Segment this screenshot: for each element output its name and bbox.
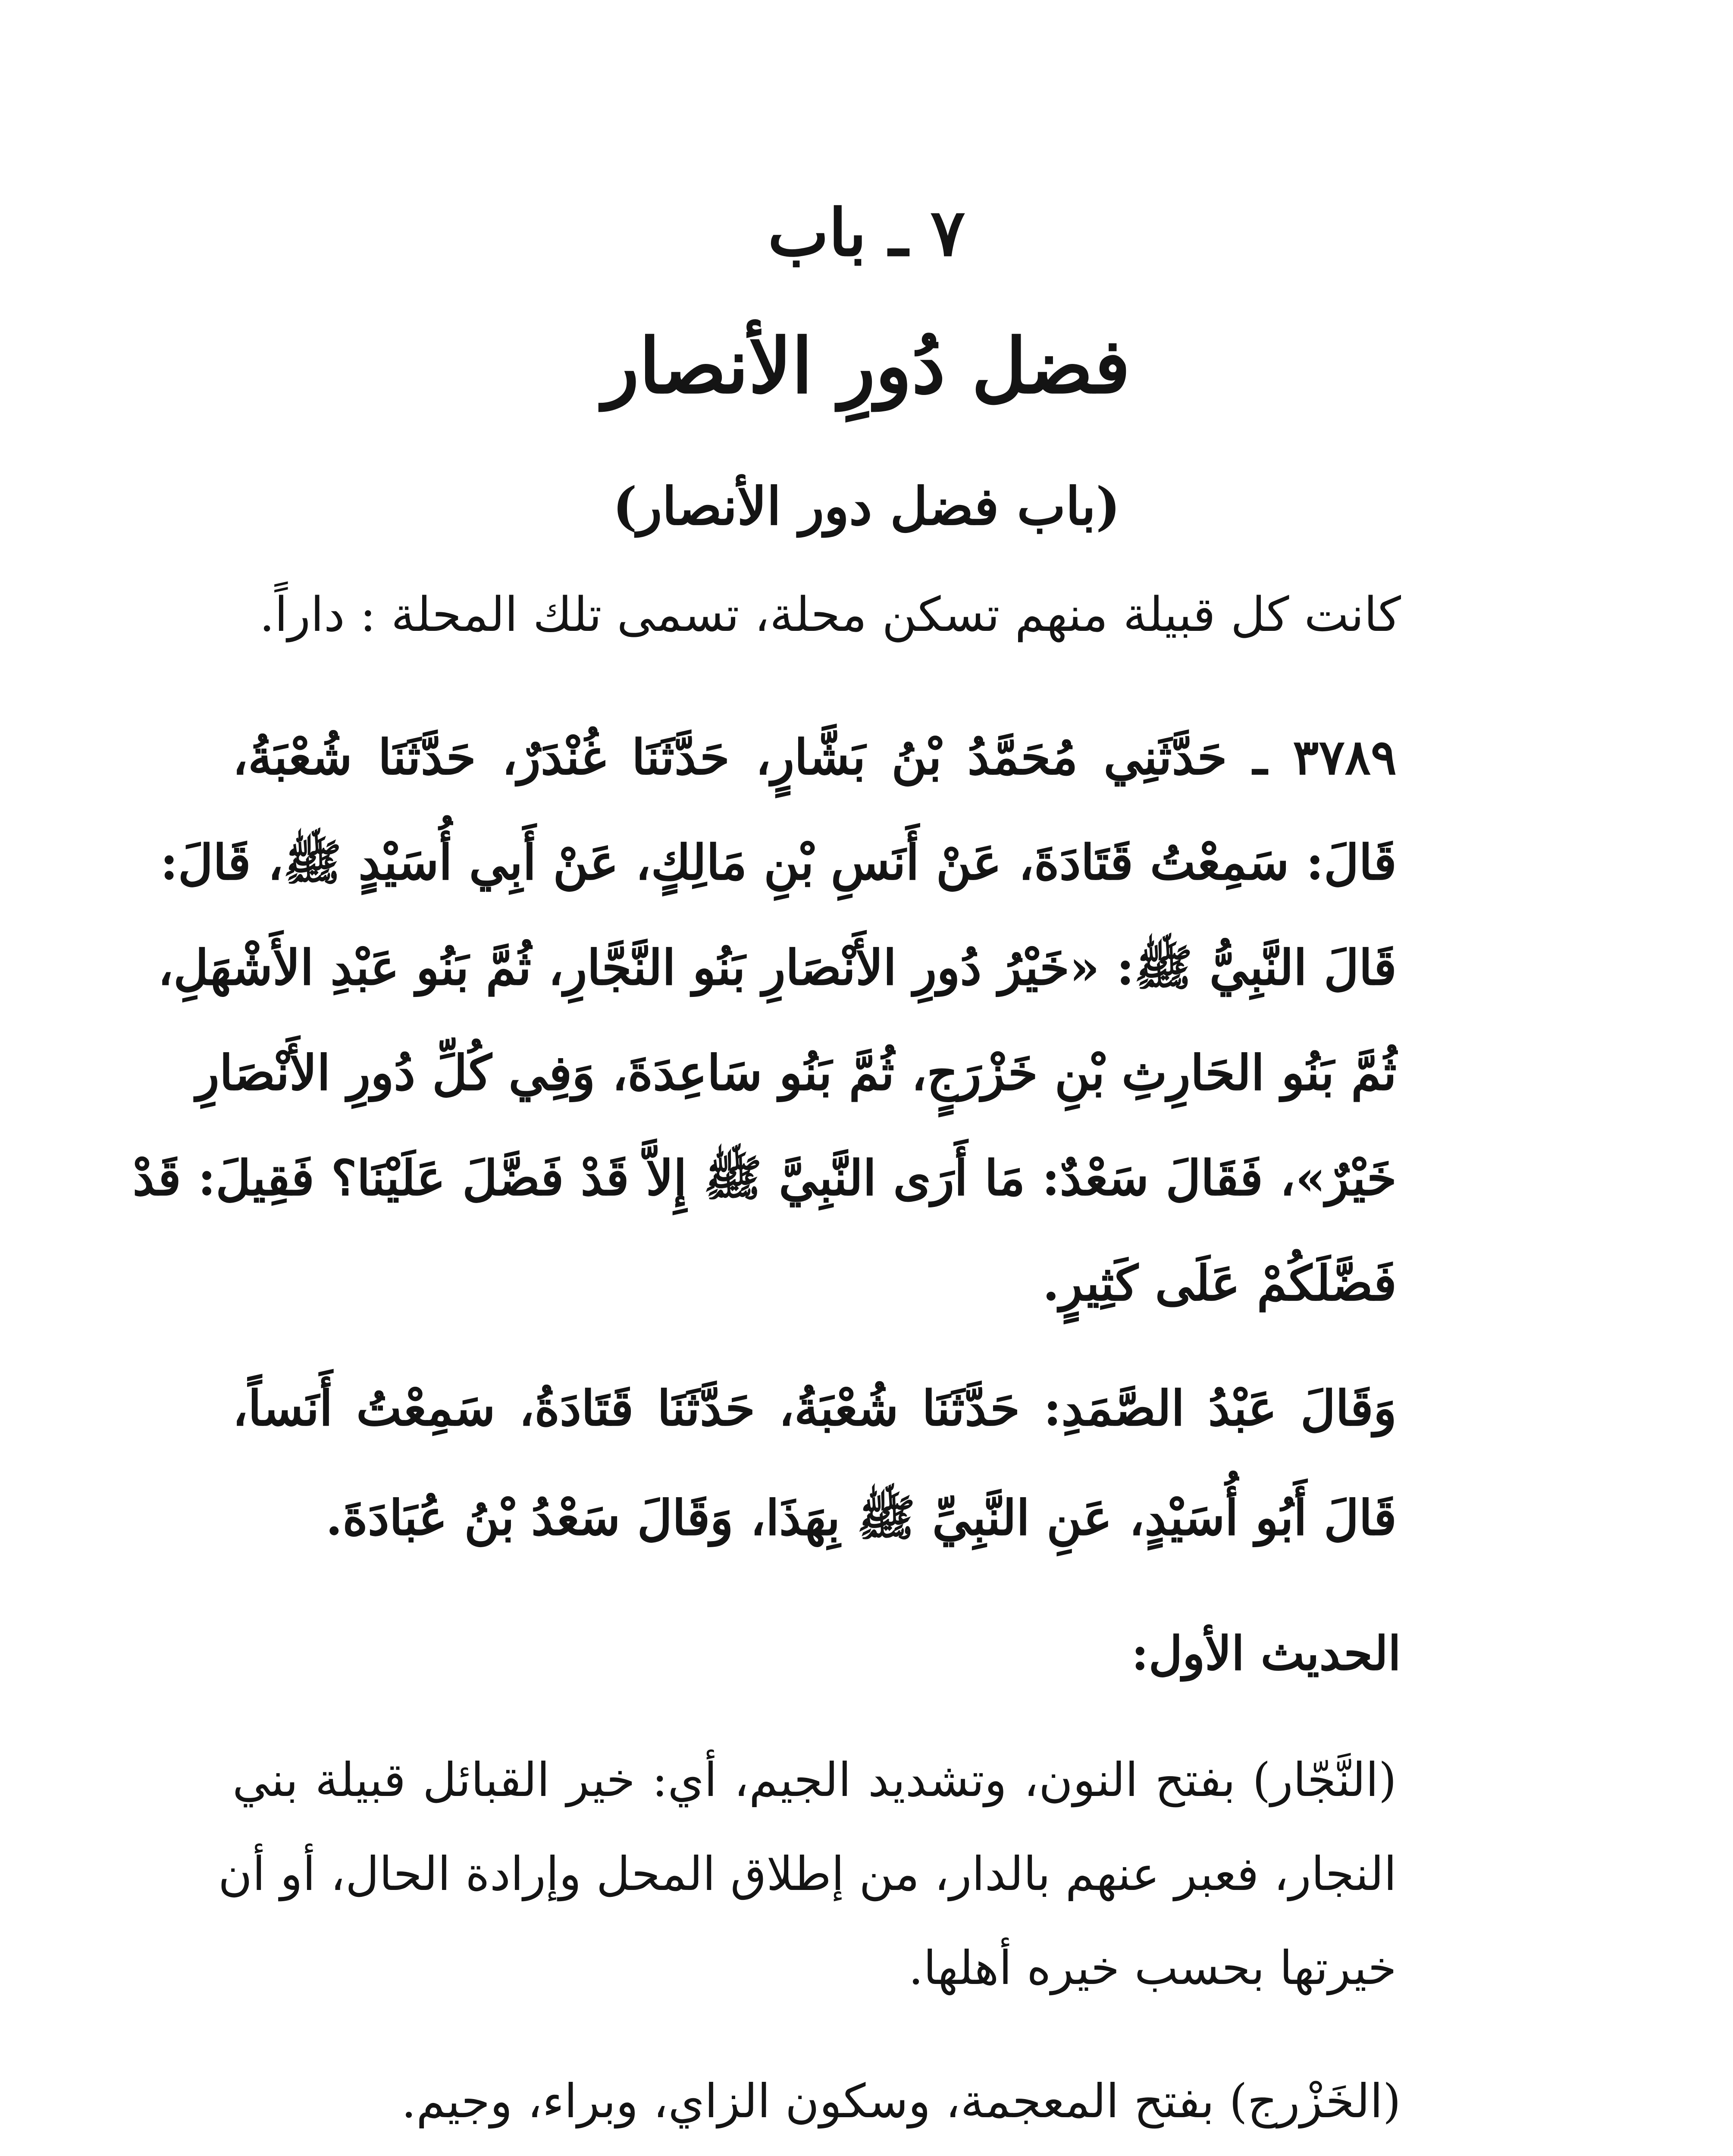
hadith-line: ٣٧٨٩ ـ حَدَّثَنِي مُحَمَّدُ بْنُ بَشَّارٍ، حَدَّثَنَا غُنْدَرٌ، حَدَّثَنَا شُعْبَةُ، — [232, 729, 1397, 786]
hadith-line: خَيْرٌ»، فَقَالَ سَعْدٌ: مَا أَرَى النَّبِيَّ ﷺ إِلاَّ قَدْ فَضَّلَ عَلَيْنَا؟ فَقِيلَ: قَدْ — [132, 1150, 1397, 1206]
hadith-line: قَالَ النَّبِيُّ ﷺ: «خَيْرُ دُورِ الأَنْصَارِ بَنُو النَّجَّارِ، ثُمَّ بَنُو عَبْدِ الأَشْهَلِ، — [157, 940, 1397, 996]
commentary-heading: (باب فضل دور الأنصار) — [612, 476, 1121, 537]
commentary-intro: كانت كل قبيلة منهم تسكن محلة، تسمى تلك المحلة : داراً. — [259, 587, 1401, 642]
hadith-line: قَالَ: سَمِعْتُ قَتَادَةَ، عَنْ أَنَسِ بْنِ مَالِكٍ، عَنْ أَبِي أُسَيْدٍ ﷺ، قَالَ: — [160, 834, 1397, 891]
explanation-line: (النَّجّار) بفتح النون، وتشديد الجيم، أي: خير القبائل قبيلة بني — [232, 1753, 1397, 1807]
hadith-text — [132, 705, 1397, 1336]
explanation-line: خيرتها بحسب خيره أهلها. — [908, 1941, 1397, 1995]
chapter-title: فضل دُورِ الأنصار — [602, 322, 1131, 411]
chapter-number: ٧ ـ باب — [768, 195, 965, 271]
hadith-note-line: وَقَالَ عَبْدُ الصَّمَدِ: حَدَّثَنَا شُعْبَةُ، حَدَّثَنَا قَتَادَةُ، سَمِعْتُ أَنَساً، — [232, 1380, 1397, 1437]
explanation-text — [218, 1733, 1397, 2015]
explanation-extra-line — [401, 2151, 1401, 2156]
hadith-note-line: قَالَ أَبُو أُسَيْدٍ، عَنِ النَّبِيِّ ﷺ بِهَذَا، وَقَالَ سَعْدُ بْنُ عُبَادَةَ. — [326, 1490, 1397, 1546]
explanation-heading: الحديث الأول: — [1131, 1626, 1401, 1681]
explanation-extra — [401, 2053, 1401, 2156]
explanation-extra-line: (الخَزْرج) بفتح المعجمة، وسكون الزاي، وبراء، وجيم. — [401, 2075, 1401, 2128]
hadith-note — [232, 1354, 1397, 1573]
hadith-line: فَضَّلَكُمْ عَلَى كَثِيرٍ. — [1042, 1255, 1397, 1312]
hadith-line: ثُمَّ بَنُو الحَارِثِ بْنِ خَزْرَجٍ، ثُمَّ بَنُو سَاعِدَةَ، وَفِي كُلِّ دُورِ الأَنْصَارِ — [196, 1045, 1397, 1101]
explanation-line: النجار، فعبر عنهم بالدار، من إطلاق المحل وإرادة الحال، أو أن — [218, 1847, 1397, 1901]
